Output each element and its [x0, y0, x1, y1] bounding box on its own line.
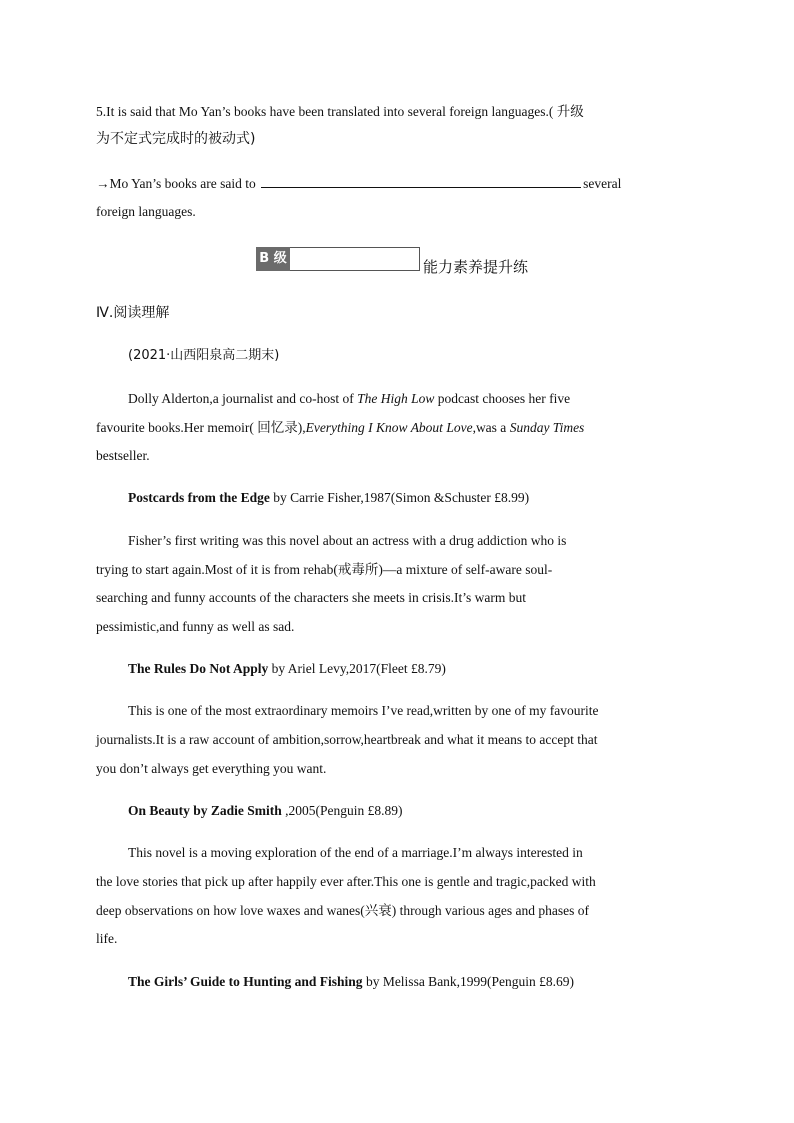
intro-text-4: ,was a [472, 420, 510, 435]
book-meta: by Melissa Bank,1999(Penguin £8.69) [362, 974, 575, 989]
book-1-line-1: Fisher’s first writing was this novel about an actress with a drug addiction who is [128, 533, 567, 548]
intro-text-2: podcast chooses her five [434, 391, 571, 406]
book-heading [128, 490, 529, 506]
intro-line-2 [96, 420, 584, 436]
q5-answer-line-2: foreign languages. [96, 204, 196, 219]
book-meta: by Carrie Fisher,1987(Simon &Schuster £8.99) [269, 490, 530, 505]
intro-line-3: bestseller. [96, 448, 150, 463]
book-title: Postcards from the Edge [128, 490, 270, 505]
q5-answer-blank[interactable] [261, 175, 581, 188]
source-note: (2021·山西阳泉高二期末) [128, 348, 280, 363]
book-heading [128, 974, 574, 990]
memoir-title: Everything I Know About Love [305, 420, 473, 435]
book-3-line-1: This novel is a moving exploration of the end of a marriage.I’m always interested in [128, 845, 583, 860]
q5-text: 5.It is said that Mo Yan’s books have been translated into several foreign languages.( 升级 [96, 104, 584, 119]
level-title: 能力素养提升练 [423, 258, 529, 276]
section-title: Ⅳ.阅读理解 [96, 305, 170, 321]
newspaper-title: Sunday Times [509, 420, 585, 435]
book-2-line-1: This is one of the most extraordinary memoirs I’ve read,written by one of my favourite [128, 703, 599, 718]
book-3-line-4: life. [96, 931, 118, 946]
q5-line-1 [96, 104, 584, 120]
book-title: The Girls’ Guide to Hunting and Fishing [128, 974, 363, 989]
intro-text-1: Dolly Alderton,a journalist and co-host of [128, 391, 358, 406]
book-title: The Rules Do Not Apply [128, 661, 269, 676]
book-1-line-3: searching and funny accounts of the characters she meets in crisis.It’s warm but [96, 590, 526, 605]
book-heading [128, 661, 446, 677]
q5-answer-before: →Mo Yan’s books are said to [96, 176, 260, 191]
book-meta: ,2005(Penguin £8.89) [281, 803, 403, 818]
q5-answer-after: several [583, 176, 622, 191]
book-meta: by Ariel Levy,2017(Fleet £8.79) [268, 661, 446, 676]
book-3-line-3: deep observations on how love waxes and wanes(兴衰) through various ages and phases of [96, 903, 590, 918]
intro-line-1 [128, 391, 570, 407]
level-tag: B 级 [256, 247, 290, 271]
book-1-line-4: pessimistic,and funny as well as sad. [96, 619, 295, 634]
book-2-line-3: you don’t always get everything you want. [96, 761, 327, 776]
book-2-line-2: journalists.It is a raw account of ambition,sorrow,heartbreak and what it means to accept that [96, 732, 598, 747]
podcast-title: The High Low [357, 391, 435, 406]
q5-line-2: 为不定式完成时的被动式) [96, 131, 256, 147]
book-title: On Beauty by Zadie Smith [128, 803, 282, 818]
book-3-line-2: the love stories that pick up after happily ever after.This one is gentle and tragic,packed with [96, 874, 596, 889]
book-1-line-2: trying to start again.Most of it is from rehab(戒毒所)—a mixture of self-aware soul- [96, 562, 553, 577]
q5-answer-line [96, 175, 621, 192]
book-heading [128, 803, 403, 819]
intro-text-3: favourite books.Her memoir( 回忆录), [96, 420, 306, 435]
